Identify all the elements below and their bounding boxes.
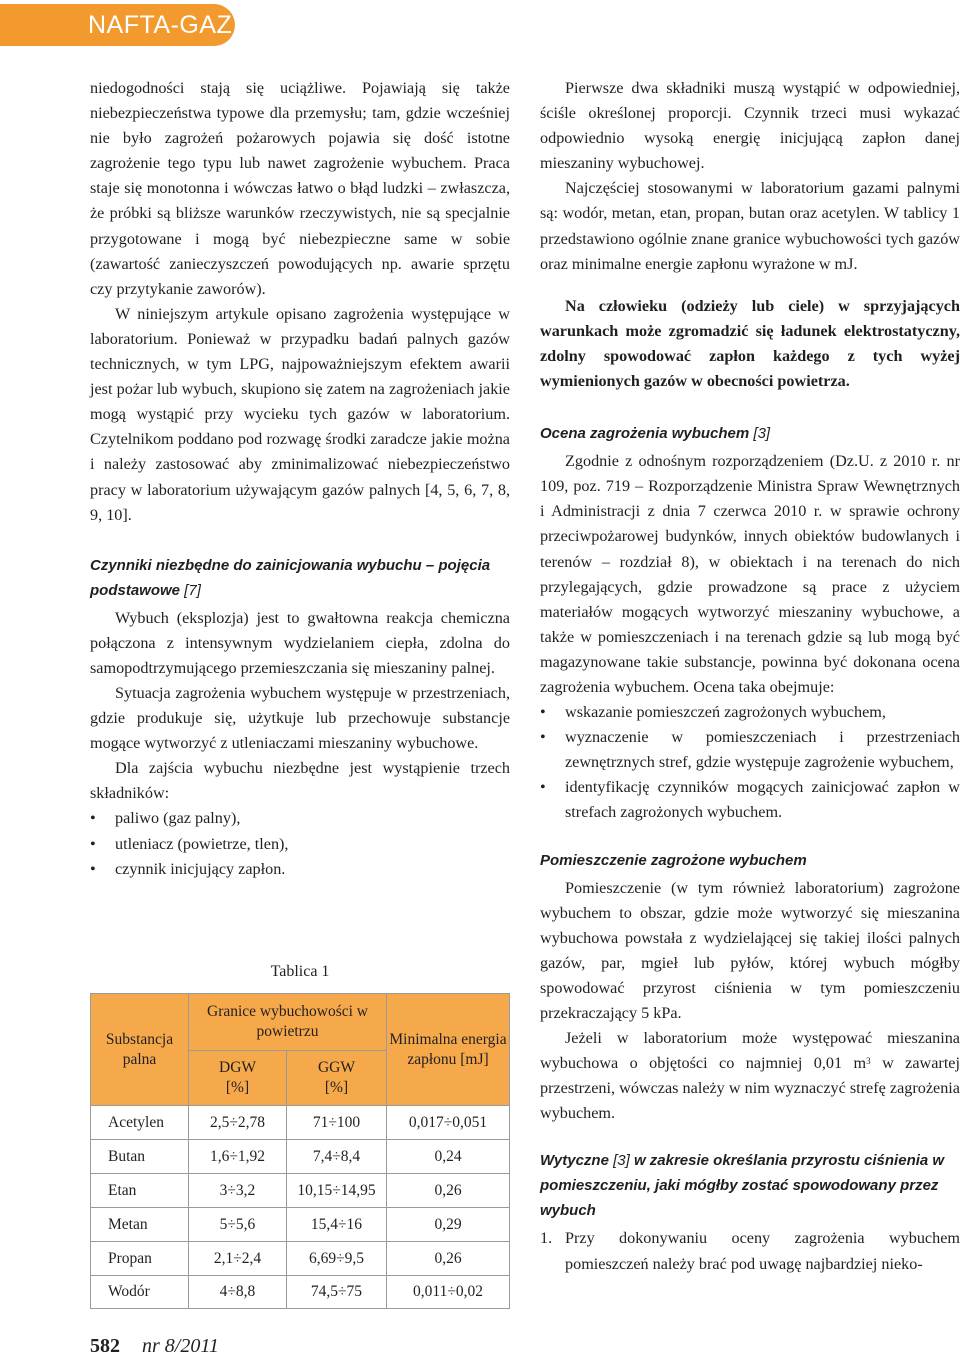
header-ggw: GGW [%] xyxy=(287,1051,387,1106)
cell: 3÷3,2 xyxy=(189,1174,287,1208)
list-item: • identyfikację czynników mogących zainicjować zapłon w strefach zagrożonych wybuchem. xyxy=(540,775,960,825)
heading-reference: [3] xyxy=(749,425,771,443)
list-item-text: Przy dokonywaniu oceny zagrożenia wybuchem pomieszczeń należy brać pod uwagę najbardziej nieko- xyxy=(565,1229,960,1273)
numbered-list xyxy=(540,1226,960,1276)
issue-label: nr 8/2011 xyxy=(142,1335,219,1357)
list-number: 1. xyxy=(540,1229,553,1248)
cell: 15,4÷16 xyxy=(287,1208,387,1242)
heading-reference: [3] xyxy=(608,1152,634,1170)
paragraph: Dla zajścia wybuchu niezbędne jest wystąpienie trzech składników: xyxy=(90,759,510,803)
cell: 7,4÷8,4 xyxy=(287,1140,387,1174)
page-footer xyxy=(90,1335,219,1358)
cell: Butan xyxy=(91,1140,189,1174)
bullet-list xyxy=(540,700,960,825)
cell: Wodór xyxy=(91,1276,189,1309)
right-column xyxy=(540,76,960,1277)
table-row xyxy=(91,1208,510,1242)
cell: 4÷8,8 xyxy=(189,1276,287,1309)
cell: 74,5÷75 xyxy=(287,1276,387,1309)
list-item: • paliwo (gaz palny), xyxy=(90,806,510,831)
cell: Etan xyxy=(91,1174,189,1208)
header-energy: Minimalna energia zapłonu [mJ] xyxy=(387,994,510,1106)
table-row xyxy=(91,1174,510,1208)
flammability-table xyxy=(90,993,510,1309)
table-row xyxy=(91,1276,510,1309)
cell: 71÷100 xyxy=(287,1106,387,1140)
list-item: • wyznaczenie w pomieszczeniach i przestrzeniach zewnętrznych stref, gdzie występuje zagrożenie wybuchem, xyxy=(540,725,960,775)
section-heading: Pomieszczenie zagrożone wybuchem xyxy=(540,851,807,869)
table-row xyxy=(91,1242,510,1276)
section-heading xyxy=(540,421,960,446)
paragraph: Wybuch (eksplozja) jest to gwałtowna reakcja chemiczna połączona z intensywnym wydzielaniem ciepła, zdolna do samopodtrzymującego przemieszczania się mieszaniny palnej. xyxy=(90,608,510,677)
cell: 2,5÷2,78 xyxy=(189,1106,287,1140)
header-limits: Granice wybuchowości w powietrzu xyxy=(189,994,387,1051)
heading-reference: [7] xyxy=(180,581,201,599)
cell: Acetylen xyxy=(91,1106,189,1140)
journal-banner xyxy=(0,4,235,46)
paragraph: Najczęściej stosowanymi w laboratorium gazami palnymi są: wodór, metan, etan, propan, butan oraz acetylen. W tablicy 1 przedstawiono ogólnie znane granice wybuchowości tych gazów oraz minimalne energie zapłonu wyrażone w mJ. xyxy=(540,179,960,273)
heading-text: w zakresie określania przyrostu ciśnienia w pomieszczeniu, jaki mógłby zostać spowodowany przez wybuch xyxy=(540,1152,945,1220)
journal-title: NAFTA-GAZ xyxy=(88,11,233,39)
cell: 0,26 xyxy=(387,1174,510,1208)
cell: 0,017÷0,051 xyxy=(387,1106,510,1140)
header-substance: Substancja palna xyxy=(91,994,189,1106)
cell: Propan xyxy=(91,1242,189,1276)
cell: 6,69÷9,5 xyxy=(287,1242,387,1276)
paragraph: W niniejszym artykule opisano zagrożenia występujące w laboratorium. Ponieważ w przypadku badań palnych gazów technicznych, w tym LPG, najpoważniejszym efektem awarii jest pożar lub wybuch, skupiono się zatem na zagrożeniach jakie mogą wystąpić przy wycieku tych gazów w laboratorium. Czytelnikom poddano pod rozwagę środki zaradcze jakie można i należy zastosować aby zminimalizować niebezpieczeństwo pracy w laboratorium używającym gazów palnych [4, 5, 6, 7, 8, 9, 10]. xyxy=(90,304,510,524)
page-number: 582 xyxy=(90,1335,120,1357)
paragraph: Pomieszczenie (w tym również laboratorium) zagrożone wybuchem to obszar, gdzie może wytworzyć się mieszanina wybuchowa powstała z wydzielającej się takiej ilości palnych gazów, par, mgieł lub pyłów, której wybuch mógłby spowodować przyrost ciśnienia w tym pomieszczeniu przekraczający 5 kPa. xyxy=(540,878,960,1022)
cell: 0,011÷0,02 xyxy=(387,1276,510,1309)
cell: 0,29 xyxy=(387,1208,510,1242)
cell: Metan xyxy=(91,1208,189,1242)
heading-text: Wytyczne xyxy=(540,1152,609,1170)
list-item: • czynnik inicjujący zapłon. xyxy=(90,857,510,882)
paragraph-text: w zawartej przestrzeni, wówczas należy w nim wyznaczyć strefę zagrożenia wybuchem. xyxy=(540,1054,960,1123)
heading-text: Czynniki niezbędne do zainicjowania wybuchu – pojęcia podstawowe xyxy=(90,556,491,599)
table-row xyxy=(91,1140,510,1174)
list-item: • utleniacz (powietrze, tlen), xyxy=(90,832,510,857)
cell: 1,6÷1,92 xyxy=(189,1140,287,1174)
cell: 5÷5,6 xyxy=(189,1208,287,1242)
bullet-list xyxy=(90,806,510,881)
paragraph xyxy=(540,1026,960,1126)
table-row xyxy=(91,1106,510,1140)
paragraph: Pierwsze dwa składniki muszą wystąpić w odpowiedniej, ściśle określonej proporcji. Czynnik trzeci musi wykazać odpowiednio wysoką energię inicjującą zapłon danej mieszaniny wybuchowej. xyxy=(540,79,960,173)
section-heading xyxy=(90,553,510,603)
list-item xyxy=(540,1226,960,1276)
cell: 0,24 xyxy=(387,1140,510,1174)
left-column xyxy=(90,76,510,882)
paragraph: niedogodności stają się uciążliwe. Pojawiają się także niebezpieczeństwa typowe dla przemysłu; tam, gdzie wcześniej nie było zagrożeń pożarowych pojawia się dość istotne zagrożenie tego typu lub nawet zagrożenie wybuchem. Praca staje się monotonna i wówczas łatwo o błąd ludzki – zwłaszcza, że próbki są bliższe warunków rzeczywistych, nie są specjalnie przygotowane i mogą być niebezpieczne same w sobie (zawartość zanieczyszczeń powodujących np. awarie sprzętu czy przytykanie zaworów). xyxy=(90,79,510,298)
table-caption: Tablica 1 xyxy=(270,963,330,980)
heading-text: Ocena zagrożenia wybuchem xyxy=(540,425,750,443)
cell: 10,15÷14,95 xyxy=(287,1174,387,1208)
cell: 0,26 xyxy=(387,1242,510,1276)
cell: 2,1÷2,4 xyxy=(189,1242,287,1276)
emphasis-paragraph: Na człowieku (odzieży lub ciele) w sprzyjających warunkach może zgromadzić się ładunek elektrostatyczny, zdolny spowodować zapłon każdego z tych wyżej wymienionych gazów w obecności powietrza. xyxy=(540,296,960,391)
paragraph: Zgodnie z odnośnym rozporządzeniem (Dz.U. z 2010 r. nr 109, poz. 719 – Rozporządzenie Ministra Spraw Wewnętrznych i Administracji z dnia 7 czerwca 2010 r. w sprawie ochrony przeciwpożarowej budynków, innych obiektów budowlanych i terenów – rozdział 8), w obiektach i na terenach do nich przylegających, gdzie prowadzone są prace z użyciem materiałów mogących wytworzyć mieszaniny wybuchowe, a także w pomieszczeniach i na terenach gdzie są lub mogą być magazynowane takie substancje, powinna być dokonana ocena zagrożenia wybuchem. Ocena taka obejmuje: xyxy=(540,452,960,696)
section-heading xyxy=(540,1148,960,1223)
list-item: • wskazanie pomieszczeń zagrożonych wybuchem, xyxy=(540,700,960,725)
superscript: 3 xyxy=(866,1056,871,1067)
header-dgw: DGW [%] xyxy=(189,1051,287,1106)
paragraph-text: Jeżeli w laboratorium może występować mieszanina wybuchowa o objętości co najmniej 0,01 m xyxy=(540,1029,960,1073)
paragraph: Sytuacja zagrożenia wybuchem występuje w przestrzeniach, gdzie produkuje się, użytkuje lub przechowuje substancje mogące wytworzyć z utleniaczami mieszaniny wybuchowe. xyxy=(90,683,510,753)
